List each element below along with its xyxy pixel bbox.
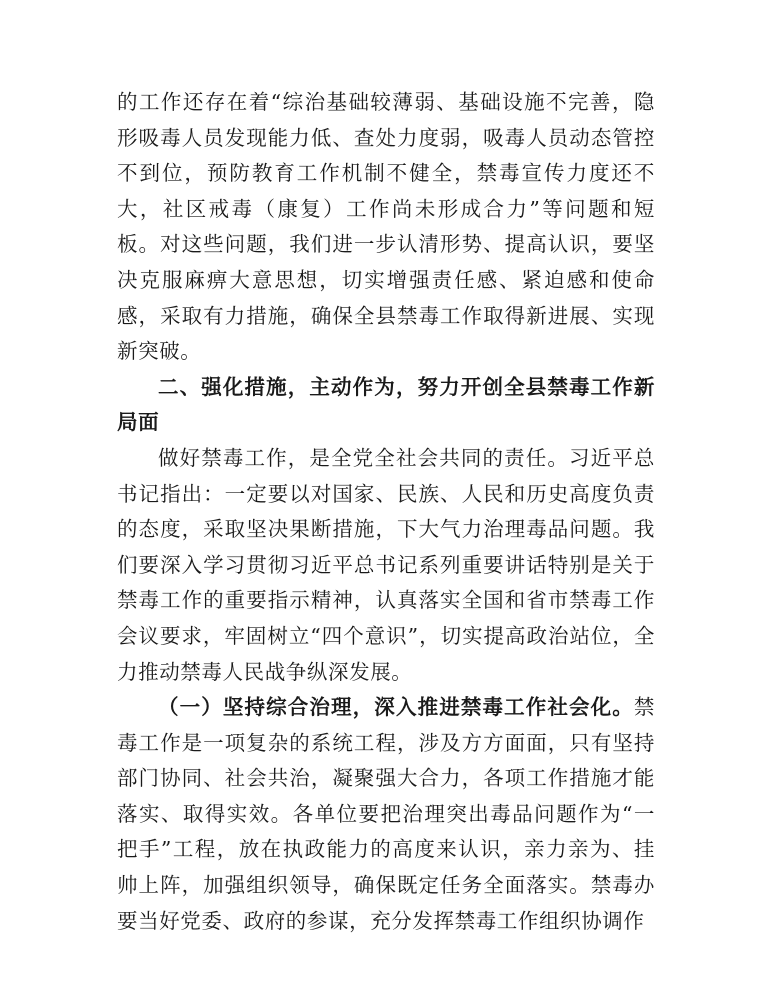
section-heading: 二、强化措施，主动作为，努力开创全县禁毒工作新局面 — [117, 374, 655, 435]
subsection-lead-heading: （一）坚持综合治理，深入推进禁毒工作社会化。 — [158, 695, 634, 720]
document-body — [117, 85, 655, 939]
paragraph-continuation: 的工作还存在着“综治基础较薄弱、基础设施不完善，隐形吸毒人员发现能力低、查处力度弱，吸毒人员动态管控不到位，预防教育工作机制不健全，禁毒宣传力度还不大，社区戒毒（康复）工作尚未形成合力”等问题和短板。对这些问题，我们进一步认清形势、提高认识，要坚决克服麻痹大意思想，切实增强责任感、紧迫感和使命感，采取有力措施，确保全县禁毒工作取得新进展、实现新突破。 — [117, 90, 655, 364]
paragraph-comprehensive-governance — [117, 690, 655, 939]
paragraph-responsibility: 做好禁毒工作，是全党全社会共同的责任。习近平总书记指出：一定要以对国家、民族、人民和历史高度负责的态度，采取坚决果断措施，下大气力治理毒品问题。我们要深入学习贯彻习近平总书记系列重要讲话特别是关于禁毒工作的重要指示精神，认真落实全国和省市禁毒工作会议要求，牢固树立“四个意识”，切实提高政治站位，全力推动禁毒人民战争纵深发展。 — [117, 445, 655, 684]
subsection-body-text: 禁毒工作是一项复杂的系统工程，涉及方方面面，只有坚持部门协同、社会共治，凝聚强大合力，各项工作措施才能落实、取得实效。各单位要把治理突出毒品问题作为“一把手”工程，放在执政能力的高度来认识，亲力亲为、挂帅上阵，加强组织领导，确保既定任务全面落实。禁毒办要当好党委、政府的参谋，充分发挥禁毒工作组织协调作 — [117, 695, 655, 933]
